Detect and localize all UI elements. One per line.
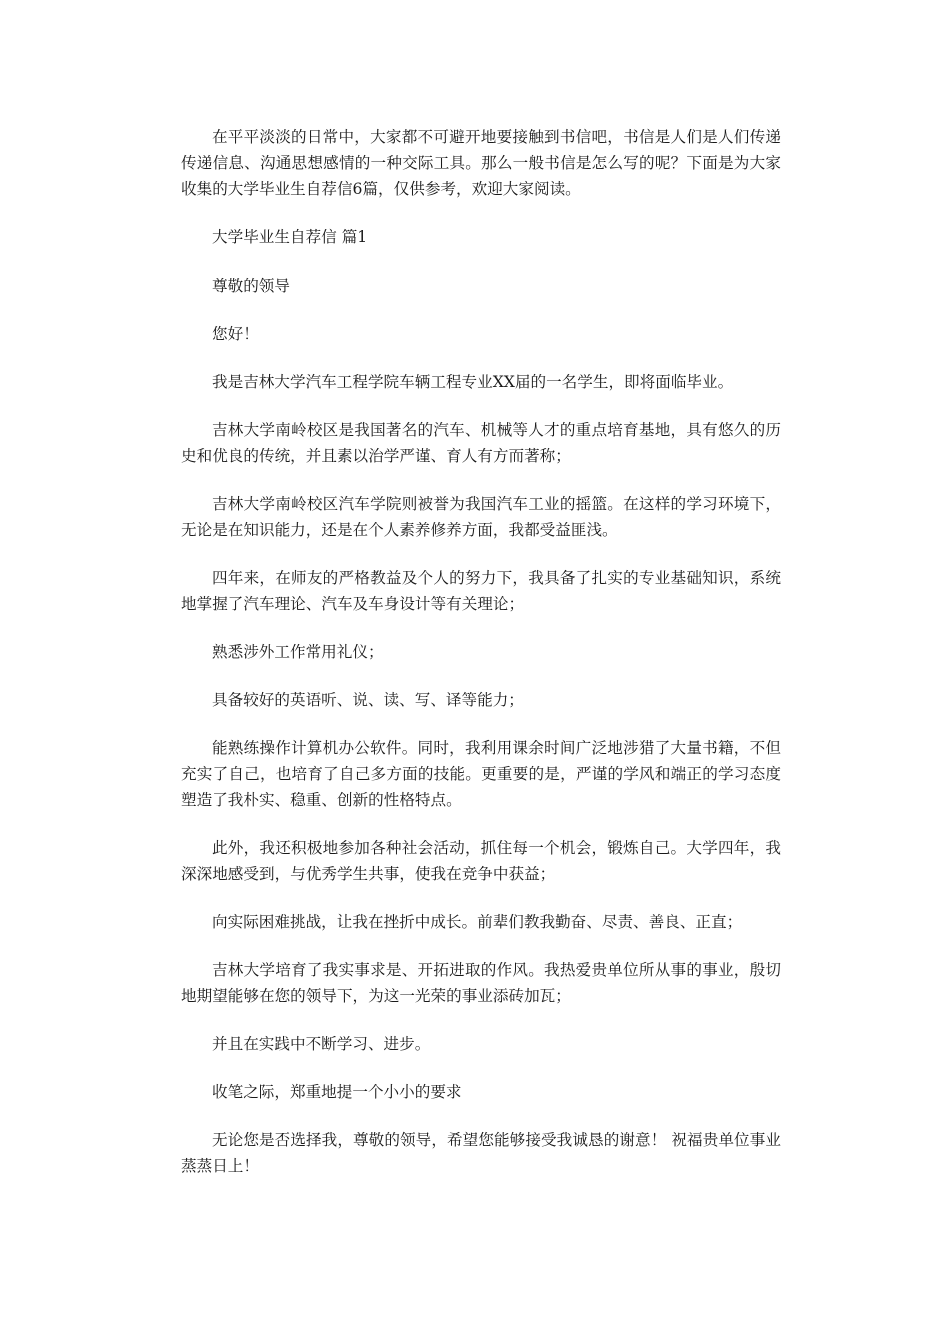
greeting: 您好！	[212, 325, 259, 343]
body-paragraph: 吉林大学南岭校区是我国著名的汽车、机械等人才的重点培育基地，具有悠久的历史和优良的传统，并且素以治学严谨、育人有方而著称；	[181, 421, 781, 465]
body-paragraph: 此外，我还积极地参加各种社会活动，抓住每一个机会，锻炼自己。大学四年，我深深地感受到，与优秀学生共事，使我在竞争中获益；	[181, 839, 781, 883]
body-paragraph: 能熟练操作计算机办公软件。同时，我利用课余时间广泛地涉猎了大量书籍，不但充实了自己，也培育了自己多方面的技能。更重要的是，严谨的学风和端正的学习态度塑造了我朴实、稳重、创新的性格特点。	[181, 739, 781, 809]
body-paragraph: 四年来，在师友的严格教益及个人的努力下，我具备了扎实的专业基础知识，系统地掌握了汽车理论、汽车及车身设计等有关理论；	[181, 569, 781, 613]
body-paragraph: 向实际困难挑战，让我在挫折中成长。前辈们教我勤奋、尽责、善良、正直；	[212, 913, 743, 931]
salutation: 尊敬的领导	[212, 277, 290, 295]
body-paragraph: 吉林大学南岭校区汽车学院则被誉为我国汽车工业的摇篮。在这样的学习环境下，无论是在知识能力，还是在个人素养修养方面，我都受益匪浅。	[181, 495, 781, 539]
document-body	[181, 124, 781, 1201]
body-paragraph: 收笔之际，郑重地提一个小小的要求	[212, 1083, 462, 1101]
body-paragraph: 吉林大学培育了我实事求是、开拓进取的作风。我热爱贵单位所从事的事业，殷切地期望能够在您的领导下，为这一光荣的事业添砖加瓦；	[181, 961, 781, 1005]
intro-paragraph: 在平平淡淡的日常中，大家都不可避开地要接触到书信吧，书信是人们是人们传递传递信息、沟通思想感情的一种交际工具。那么一般书信是怎么写的呢？下面是为大家收集的大学毕业生自荐信6篇，仅供参考，欢迎大家阅读。	[181, 128, 781, 198]
closing-paragraph: 无论您是否选择我，尊敬的领导，希望您能够接受我诚恳的谢意！ 祝福贵单位事业蒸蒸日上！	[181, 1131, 781, 1175]
body-paragraph: 具备较好的英语听、说、读、写、译等能力；	[212, 691, 524, 709]
body-paragraph: 熟悉涉外工作常用礼仪；	[212, 643, 384, 661]
section-title: 大学毕业生自荐信 篇1	[212, 228, 368, 246]
body-paragraph: 我是吉林大学汽车工程学院车辆工程专业XX届的一名学生，即将面临毕业。	[212, 373, 734, 391]
body-paragraph: 并且在实践中不断学习、进步。	[212, 1035, 431, 1053]
